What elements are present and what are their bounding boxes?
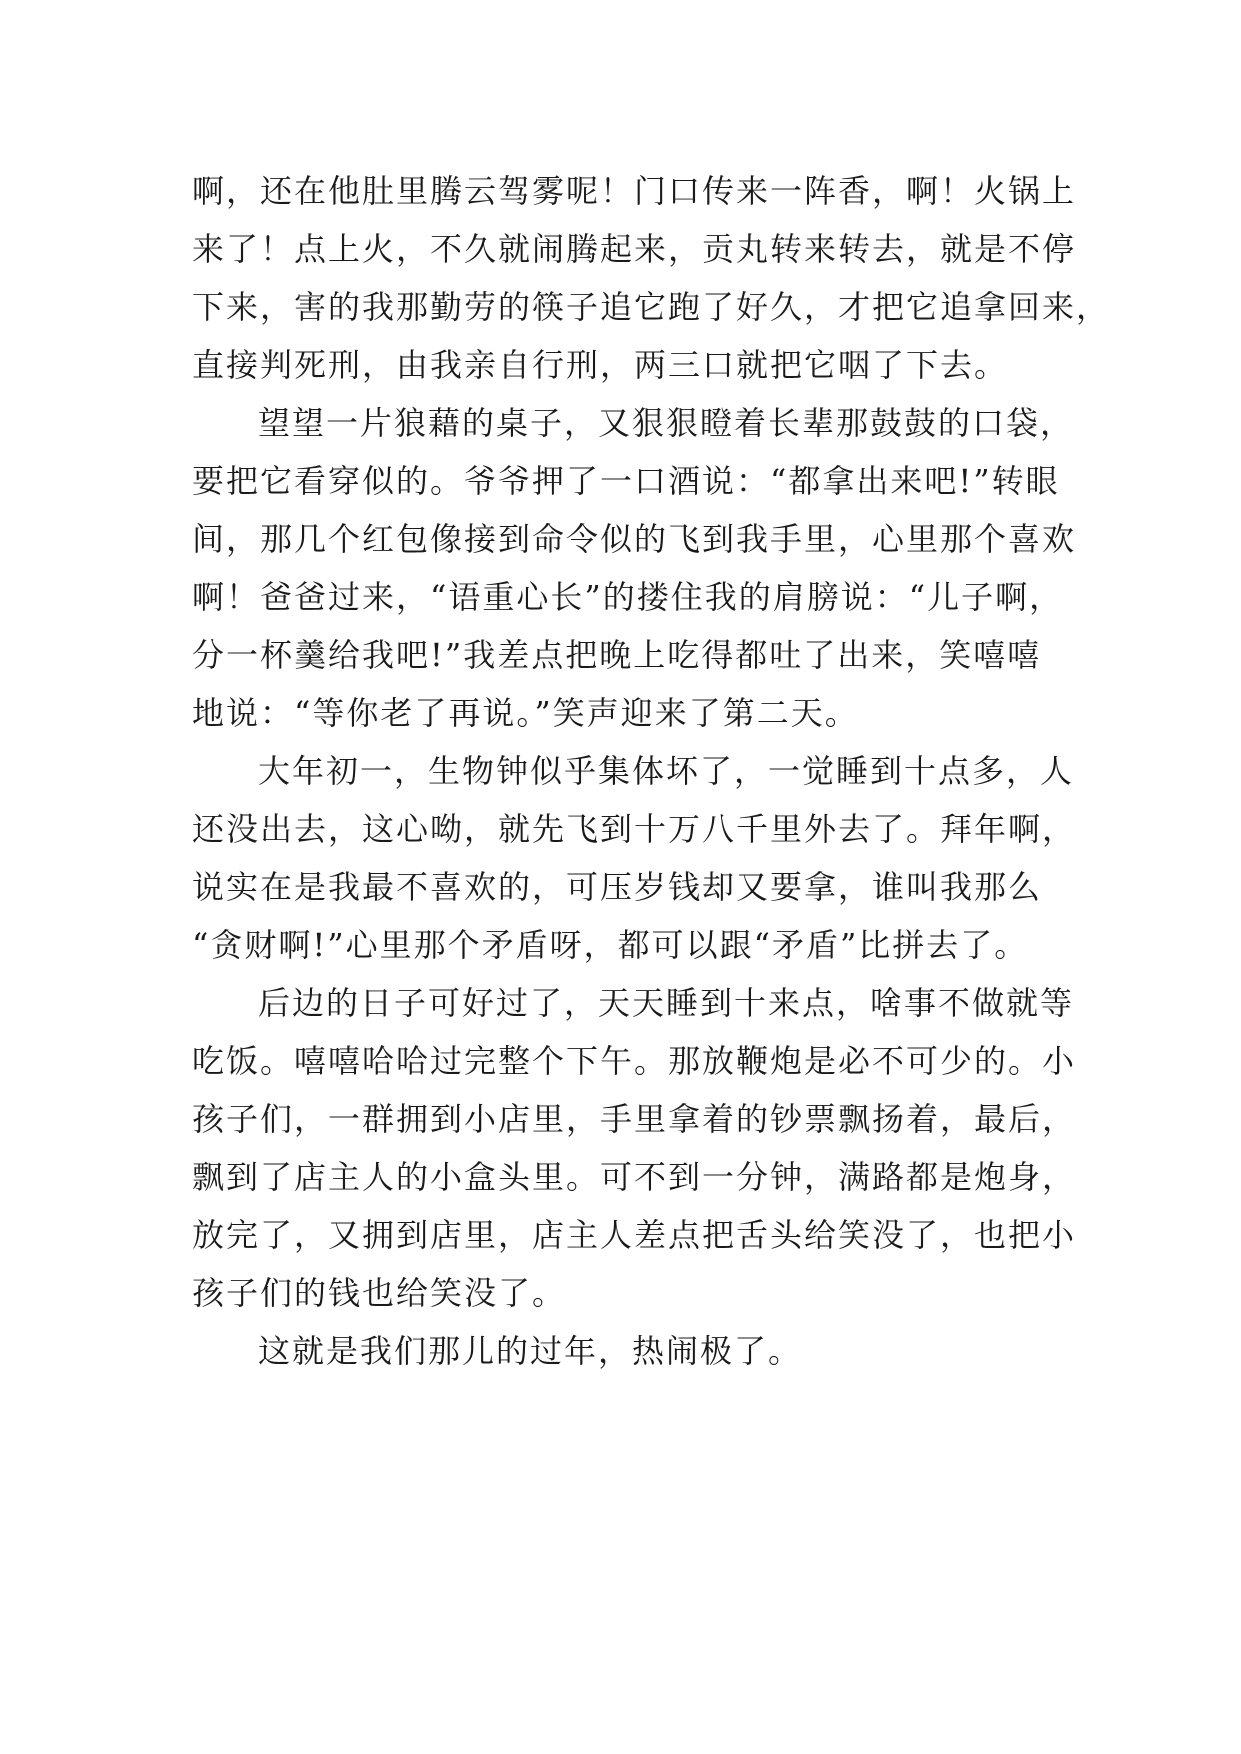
paragraph-5 — [192, 1322, 1058, 1380]
paragraph-1 — [192, 162, 1111, 394]
paragraph-line: 来了！点上火，不久就闹腾起来，贡丸转来转去，就是不停 — [192, 230, 1077, 268]
paragraph-line: 孩子们，一群拥到小店里，手里拿着的钞票飘扬着，最后， — [192, 1100, 1077, 1138]
paragraph-line: 下来，害的我那勤劳的筷子追它跑了好久，才把它追拿回来， — [192, 288, 1111, 326]
paragraph-line: “贪财啊!”心里那个矛盾呀，都可以跟“矛盾”比拼去了。 — [192, 926, 1029, 964]
paragraph-first-line: 大年初一，生物钟似乎集体坏了，一觉睡到十点多，人 — [258, 752, 1075, 790]
paragraph-first-line: 这就是我们那儿的过年，热闹极了。 — [258, 1332, 803, 1370]
paragraph-line: 啊！爸爸过来，“语重心长”的搂住我的肩膀说：“儿子啊， — [192, 578, 1064, 616]
paragraph-line: 分一杯羹给我吧!”我差点把晚上吃得都吐了出来，笑嘻嘻 — [192, 636, 1042, 674]
paragraph-first-line: 望望一片狼藉的桌子，又狠狠瞪着长辈那鼓鼓的口袋， — [258, 404, 1075, 442]
paragraph-line: 啊，还在他肚里腾云驾雾呢！门口传来一阵香，啊！火锅上 — [192, 172, 1077, 210]
paragraph-line: 孩子们的钱也给笑没了。 — [192, 1274, 567, 1312]
paragraph-line: 说实在是我最不喜欢的，可压岁钱却又要拿，谁叫我那么 — [192, 868, 1043, 906]
paragraph-line: 放完了，又拥到店里，店主人差点把舌头给笑没了，也把小 — [192, 1216, 1077, 1254]
paragraph-4 — [192, 974, 1077, 1322]
paragraph-2 — [192, 394, 1077, 742]
paragraph-line: 吃饭。嘻嘻哈哈过完整个下午。那放鞭炮是必不可少的。小 — [192, 1042, 1077, 1080]
paragraph-line: 直接判死刑，由我亲自行刑，两三口就把它咽了下去。 — [192, 346, 1009, 384]
paragraph-line: 间，那几个红包像接到命令似的飞到我手里，心里那个喜欢 — [192, 520, 1077, 558]
body-text — [192, 162, 1111, 1380]
paragraph-first-line: 后边的日子可好过了，天天睡到十来点，啥事不做就等 — [258, 984, 1075, 1022]
paragraph-line: 要把它看穿似的。爷爷押了一口酒说：“都拿出来吧!”转眼 — [192, 462, 1060, 500]
paragraph-3 — [192, 742, 1077, 974]
paragraph-line: 还没出去，这心呦，就先飞到十万八千里外去了。拜年啊， — [192, 810, 1077, 848]
paragraph-line: 地说：“等你老了再说。”笑声迎来了第二天。 — [192, 694, 859, 732]
paragraph-line: 飘到了店主人的小盒头里。可不到一分钟，满路都是炮身， — [192, 1158, 1077, 1196]
